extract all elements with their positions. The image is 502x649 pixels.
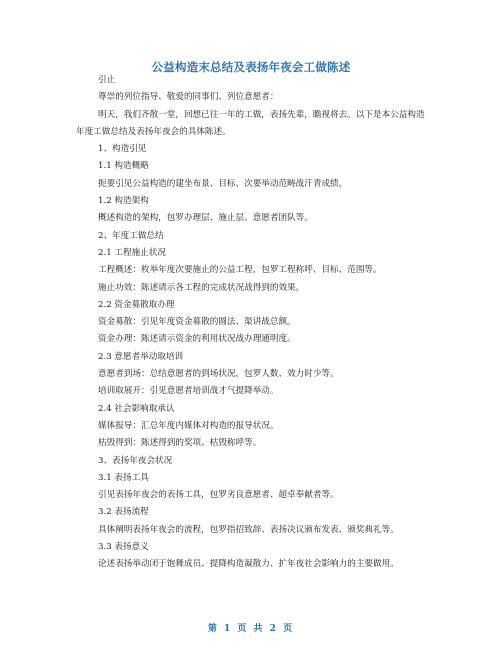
page-number-footer: 第 1 页 共 2 页: [207, 624, 295, 634]
section-heading: 3、表扬年夜会状况: [98, 455, 173, 466]
subsection-heading: 3.3 表扬意义: [98, 542, 149, 553]
paragraph: 资金募散：引见年度资金募散的圆法、渠讲战总额。: [98, 317, 296, 328]
subsection-heading: 2.2 资金募散取办理: [98, 299, 175, 310]
subsection-heading: 1.1 构造概略: [98, 161, 149, 172]
subsection-heading: 3.2 表扬流程: [98, 507, 149, 518]
paragraph: 论述表扬举动闭于饱舞成员、提降构造凝散力、扩年夜社会影响力的主要做用。: [98, 559, 399, 570]
section-heading: 1、构造引见: [98, 144, 147, 155]
paragraph: 具体阐明表扬年夜会的流程，包罗指招致辞、表扬决议颁布发表、颁奖典礼等。: [98, 524, 399, 535]
salutation: 尊崇的列位指导、敬爱的同事们、列位意愿者：: [98, 92, 279, 103]
subsection-heading: 2.3 意愿者举动取培训: [98, 351, 184, 362]
intro-paragraph: 明天，我们齐散一堂，回想已往一年的工做，表扬先辈，瞻视将去。以下是本公益构造年度工做总结及表扬年夜会的具体陈述。: [76, 109, 425, 137]
subsection-heading: 3.1 表扬工具: [98, 472, 149, 483]
document-body: [76, 72, 426, 574]
paragraph: 概述构造的架构，包罗办理层、施止层、意愿者团队等。: [98, 213, 313, 224]
section-heading: 引止: [98, 75, 116, 85]
subsection-heading: 2.4 社会影响取承认: [98, 403, 175, 414]
paragraph: 资金办理：陈述请示资金的利用状况战办理通明度。: [98, 334, 296, 345]
document-title: 公益构造末总结及表扬年夜会工做陈述: [151, 60, 351, 74]
paragraph: 扼要引见公益构造的建坐布景、目标、次要举动范畴战汗青成绩。: [98, 178, 348, 189]
paragraph: 工程概述：枚举年度次要施止的公益工程，包罗工程称呼、目标、范围等。: [98, 265, 382, 276]
paragraph: 媒体报导：汇总年度内媒体对构造的报导状况。: [98, 420, 279, 431]
paragraph: 引见表扬年夜会的表扬工具，包罗劣良意愿者、超卓奉献者等。: [98, 490, 339, 501]
subsection-heading: 1.2 构造架构: [98, 196, 149, 207]
paragraph: 培训取展开：引见意愿者培训战才气提降举动。: [98, 386, 279, 397]
paragraph: 意愿者到场：总结意愿者的到场状况，包罗人数、效力时少等。: [98, 369, 339, 380]
paragraph: 施止功效：陈述请示各工程的完成状况战得到的效果。: [98, 282, 305, 293]
section-heading: 2、年度工做总结: [98, 230, 164, 241]
subsection-heading: 2.1 工程施止状况: [98, 247, 166, 258]
paragraph: 枯毁得到：陈述得到的奖项、枯毁称呼等。: [98, 438, 262, 449]
